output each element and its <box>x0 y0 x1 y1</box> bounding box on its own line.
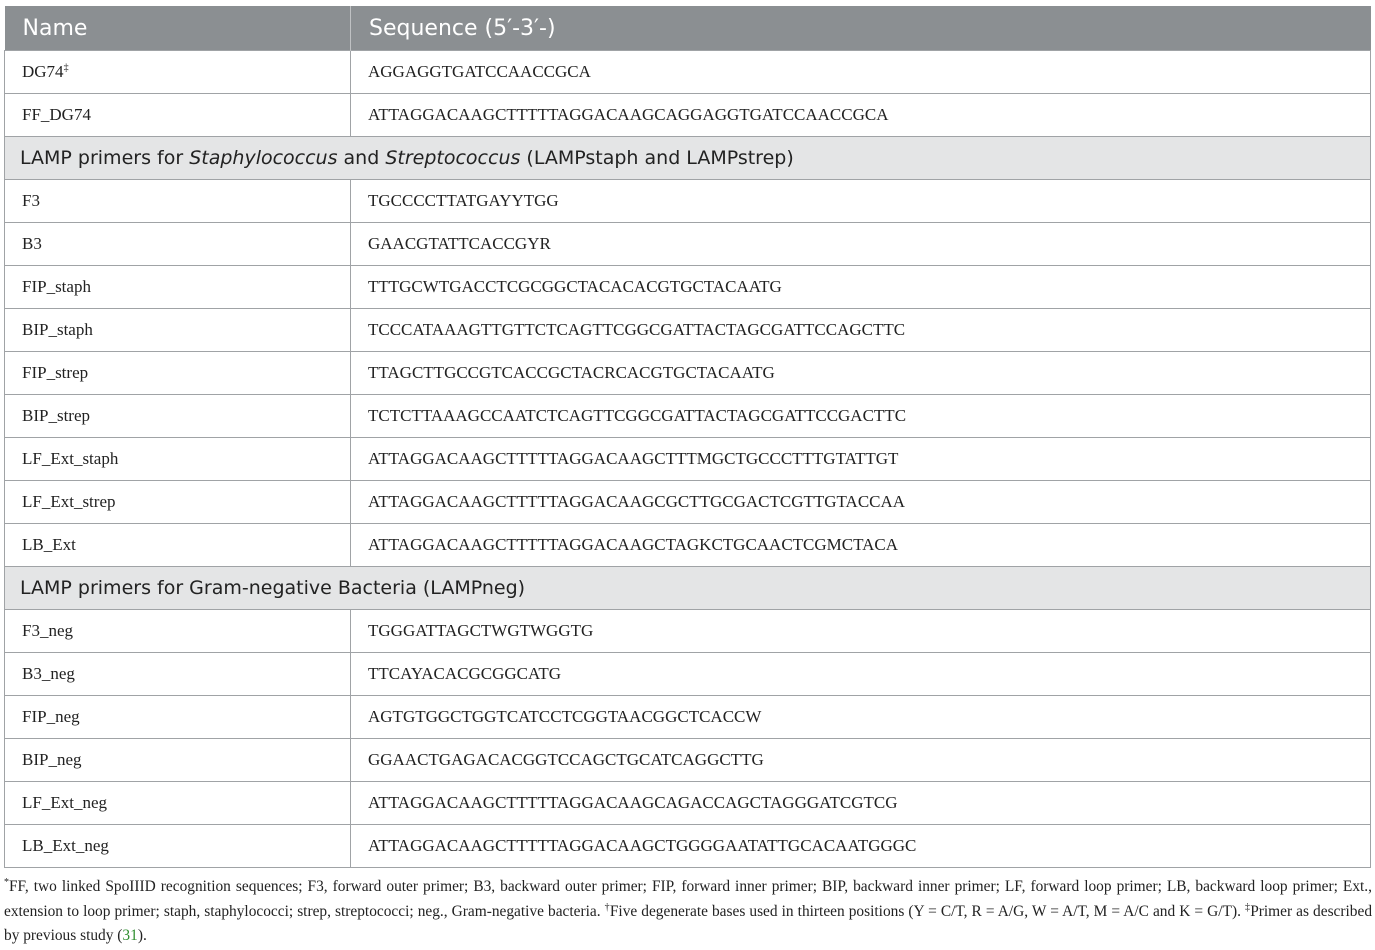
section-header-gram-negative <box>5 567 1371 610</box>
table-row <box>5 94 1371 137</box>
primer-sequence: ATTAGGACAAGCTTTTTAGGACAAGCTGGGGAATATTGCACAATGGGC <box>351 825 1371 868</box>
primer-sequence: ATTAGGACAAGCTTTTTAGGACAAGCTAGKCTGCAACTCGMCTACA <box>351 524 1371 567</box>
primer-sequence: GGAACTGAGACACGGTCCAGCTGCATCAGGCTTG <box>351 739 1371 782</box>
reference-link[interactable]: 31 <box>122 927 138 944</box>
primer-name: LF_Ext_staph <box>5 438 351 481</box>
table-row <box>5 51 1371 94</box>
primer-sequence: AGTGTGGCTGGTCATCCTCGGTAACGGCTCACCW <box>351 696 1371 739</box>
table-row <box>5 309 1371 352</box>
primer-sequence: TGCCCCTTATGAYYTGG <box>351 180 1371 223</box>
footnote-degenerate-bases: Five degenerate bases used in thirteen positions (Y = C/T, R = A/G, W = A/T, M = A/C and K = G/T). <box>609 902 1241 920</box>
footnote-reference-note: Primer as described by previous study ( <box>4 902 1373 944</box>
section-title: LAMP primers for Gram-negative Bacteria (LAMPneg) <box>5 567 1371 610</box>
footnote-reference-close: ). <box>137 927 147 944</box>
table-header-row <box>5 6 1371 51</box>
primer-sequence: TCCCATAAAGTTGTTCTCAGTTCGGCGATTACTAGCGATTCCAGCTTC <box>351 309 1371 352</box>
table-row <box>5 481 1371 524</box>
primer-sequence: AGGAGGTGATCCAACCGCA <box>351 51 1371 94</box>
footnote-marker: ‡ <box>1245 901 1251 913</box>
header-sequence: Sequence (5′-3′-) <box>351 6 1371 51</box>
primer-name: F3_neg <box>5 610 351 653</box>
primer-name: FIP_strep <box>5 352 351 395</box>
primer-sequence: TTTGCWTGACCTCGCGGCTACACACGTGCTACAATG <box>351 266 1371 309</box>
primer-name: LF_Ext_neg <box>5 782 351 825</box>
primer-name: LF_Ext_strep <box>5 481 351 524</box>
primer-name: BIP_strep <box>5 395 351 438</box>
table-row <box>5 653 1371 696</box>
section-title-text: LAMP primers for <box>20 147 190 169</box>
primer-name: B3_neg <box>5 653 351 696</box>
table-row <box>5 395 1371 438</box>
table-row <box>5 352 1371 395</box>
table-row <box>5 180 1371 223</box>
table-footnote <box>4 875 1372 949</box>
primer-name <box>5 51 351 94</box>
primer-name-text: DG74 <box>22 62 64 81</box>
table-row <box>5 739 1371 782</box>
section-title-text: (LAMPstaph and LAMPstrep) <box>520 147 794 169</box>
table-row <box>5 825 1371 868</box>
primer-sequence: TTAGCTTGCCGTCACCGCTACRCACGTGCTACAATG <box>351 352 1371 395</box>
footnote-marker: ‡ <box>63 62 69 74</box>
section-title-text: and <box>337 147 386 169</box>
primer-name: FIP_staph <box>5 266 351 309</box>
primer-name: FIP_neg <box>5 696 351 739</box>
footnote-abbreviations: FF, two linked SpoIIID recognition sequences; F3, forward outer primer; B3, backward outer primer; FIP, forward inner primer; BIP, backward inner primer; LF, forward loop primer; LB, backward loop primer; Ext., extension to loop primer; staph, staphylococci; strep, streptococci; neg., Gram-negative bacteria. <box>4 878 1372 920</box>
primer-sequence: GAACGTATTCACCGYR <box>351 223 1371 266</box>
primer-name: LB_Ext <box>5 524 351 567</box>
primer-sequence: TGGGATTAGCTWGTWGGTG <box>351 610 1371 653</box>
primer-name: FF_DG74 <box>5 94 351 137</box>
primer-sequence: ATTAGGACAAGCTTTTTAGGACAAGCAGACCAGCTAGGGATCGTCG <box>351 782 1371 825</box>
primer-name: BIP_staph <box>5 309 351 352</box>
table-row <box>5 438 1371 481</box>
section-header-staph-strep <box>5 137 1371 180</box>
table-row <box>5 782 1371 825</box>
primer-name: BIP_neg <box>5 739 351 782</box>
table-row <box>5 610 1371 653</box>
table-row <box>5 266 1371 309</box>
table-row <box>5 524 1371 567</box>
primer-sequence: ATTAGGACAAGCTTTTTAGGACAAGCTTTMGCTGCCCTTTGTATTGT <box>351 438 1371 481</box>
primer-sequence: ATTAGGACAAGCTTTTTAGGACAAGCAGGAGGTGATCCAACCGCA <box>351 94 1371 137</box>
primer-table <box>4 6 1371 868</box>
section-title <box>5 137 1371 180</box>
table-row <box>5 223 1371 266</box>
section-title-genus: Streptococcus <box>385 147 521 169</box>
footnote-marker: † <box>604 901 610 913</box>
primer-name: LB_Ext_neg <box>5 825 351 868</box>
section-title-genus: Staphylococcus <box>189 147 338 169</box>
primer-name: B3 <box>5 223 351 266</box>
header-name: Name <box>5 6 351 51</box>
primer-name: F3 <box>5 180 351 223</box>
primer-sequence: TTCAYACACGCGGCATG <box>351 653 1371 696</box>
footnote-marker: * <box>4 876 9 888</box>
table-row <box>5 696 1371 739</box>
primer-sequence: TCTCTTAAAGCCAATCTCAGTTCGGCGATTACTAGCGATTCCGACTTC <box>351 395 1371 438</box>
primer-sequence: ATTAGGACAAGCTTTTTAGGACAAGCGCTTGCGACTCGTTGTACCAA <box>351 481 1371 524</box>
